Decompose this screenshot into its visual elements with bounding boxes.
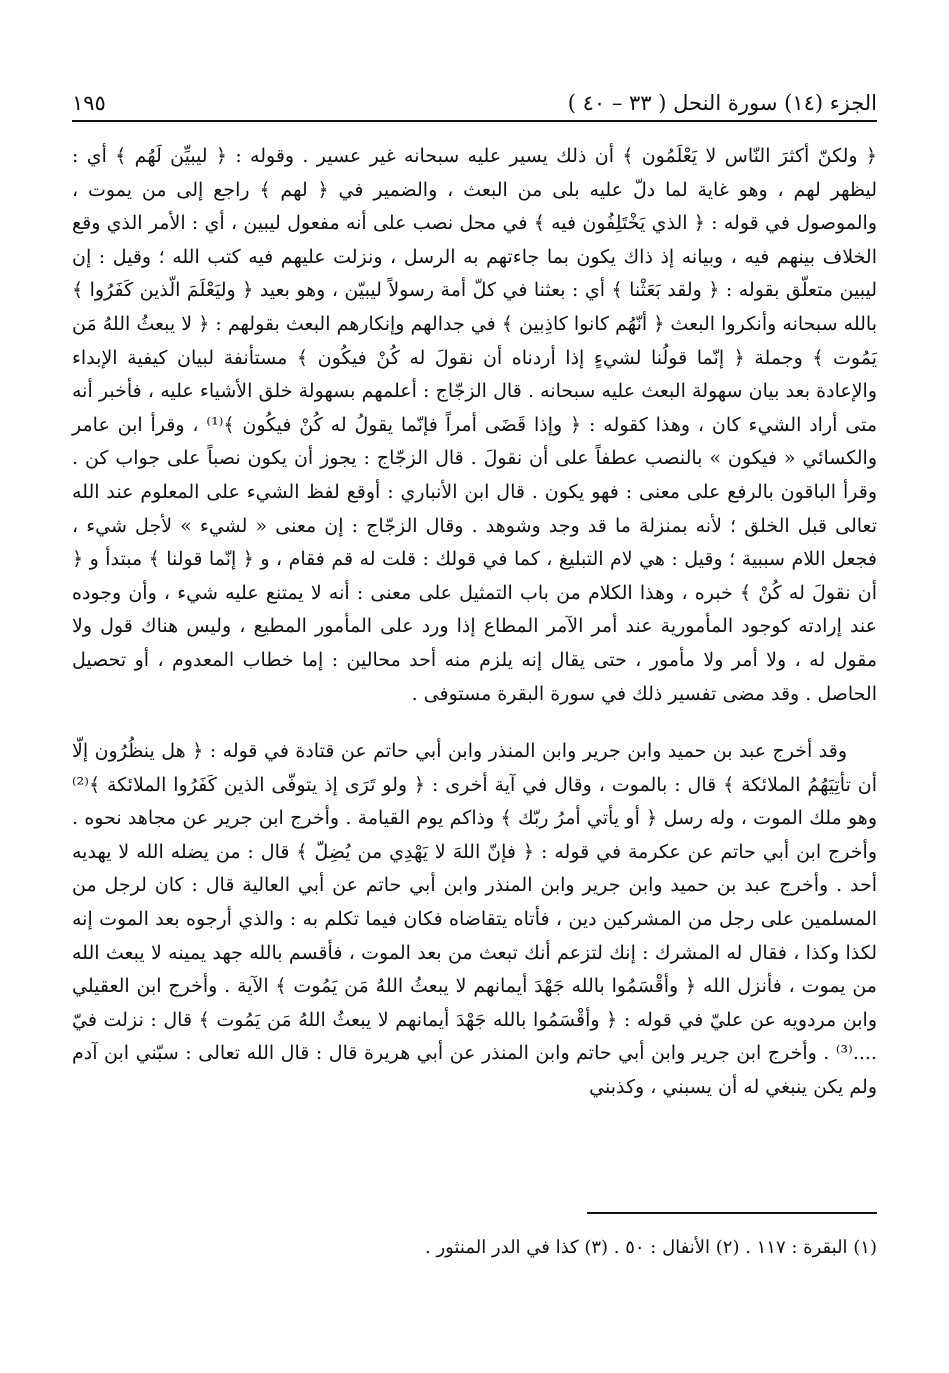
page-number: ١٩٥: [72, 91, 106, 115]
header-rule: [72, 120, 877, 122]
running-title: الجزء (١٤) سورة النحل ( ٣٣ – ٤٠ ): [567, 91, 877, 115]
page-header: [72, 88, 877, 118]
footnotes: (١) البقرة : ١١٧ . (٢) الأنفال : ٥٠ . (٣) كذا في الدر المنثور .: [425, 1237, 877, 1258]
paragraph-narrations: وقد أخرج عبد بن حميد وابن جرير وابن المنذر وابن أبي حاتم عن قتادة في قوله : ﴿ هل ينظُرُون إلّا أن تأتِيَهُمُ الملائكة ﴾ قال : بالموت ، وقال في آية أخرى : ﴿ ولو تَرَى إذ يتوفّى الذين كَفَرُوا الملائكة ﴾⁽²⁾ وهو ملك الموت ، وله رسل ﴿ أو يأتي أمرُ ربّك ﴾ وذاكم يوم القيامة . وأخرج ابن جرير عن مجاهد نحوه . وأخرج ابن أبي حاتم عن عكرمة في قوله : ﴿ فإنّ اللهَ لا يَهْدِي من يُضِلّ ﴾ قال : من يضله الله لا يهديه أحد . وأخرج عبد بن حميد وابن جرير وابن المنذر وابن أبي حاتم عن أبي العالية قال : كان لرجل من المسلمين على رجل من المشركين دين ، فأتاه يتقاضاه فكان فيما تكلم به : والذي أرجوه بعد الموت إنه لكذا وكذا ، فقال له المشرك : إنك لتزعم أنك تبعث من بعد الموت ، فأقسم بالله جهد يمينه لا يبعث الله من يموت ، فأنزل الله ﴿ وأقْسَمُوا بالله جَهْدَ أيمانهم لا يبعثُ اللهُ مَن يَمُوت ﴾ الآية . وأخرج ابن العقيلي وابن مردويه عن عليّ في قوله : ﴿ وأقْسَمُوا بالله جَهْدَ أيمانهم لا يبعثُ اللهُ مَن يَمُوت ﴾ قال : نزلت فيّ ....⁽³⁾ . وأخرج ابن جرير وابن أبي حاتم وابن المنذر عن أبي هريرة قال : قال الله تعالى : سبّني ابن آدم ولم يكن ينبغي له أن يسبني ، وكذبني: [72, 740, 877, 1099]
paragraph-commentary: ﴿ ولكنّ أكثرَ النّاس لا يَعْلَمُون ﴾ أن ذلك يسير عليه سبحانه غير عسير . وقوله : ﴿ ليبيِّن لَهُم ﴾ أي : ليظهر لهم ، وهو غاية لما دلّ عليه بلى من البعث ، والضمير في ﴿ لهم ﴾ راجع إلى من يموت ، والموصول في قوله : ﴿ الذي يَخْتَلِفُون فيه ﴾ في محل نصب على أنه مفعول ليبين ، أي : الأمر الذي وقع الخلاف بينهم فيه ، وبيانه إذ ذاك يكون بما جاءتهم به الرسل ، ونزلت عليهم فيه كتب الله ؛ وقيل : إن ليبين متعلّق بقوله : ﴿ ولقد بَعَثْنا ﴾ أي : بعثنا في كلّ أمة رسولاً ليبيّن ، وهو بعيد ﴿ وليَعْلَمَ الّذين كَفَرُوا ﴾ بالله سبحانه وأنكروا البعث ﴿ أنّهُم كانوا كاذِبين ﴾ في جدالهم وإنكارهم البعث بقولهم : ﴿ لا يبعثُ اللهُ مَن يَمُوت ﴾ وجملة ﴿ إنّما قولُنا لشيءٍ إذا أردناه أن نقولَ له كُنْ فيكُون ﴾ مستأنفة لبيان كيفية الإبداء والإعادة بعد بيان سهولة البعث عليه سبحانه . قال الزجّاج : أعلمهم بسهولة خلق الأشياء عليه ، فأخبر أنه متى أراد الشيء كان ، وهذا كقوله : ﴿ وإذا قَضَى أمراً فإنّما يقولُ له كُنْ فيكُون ﴾⁽¹⁾ ، وقرأ ابن عامر والكسائي « فيكون » بالنصب عطفاً على أن نقولَ . قال الزجّاج : يجوز أن يكون نصباً على جواب كن . وقرأ الباقون بالرفع على معنى : فهو يكون . قال ابن الأنباري : أوقع لفظ الشيء على المعلوم عند الله تعالى قبل الخلق ؛ لأنه بمنزلة ما قد وجد وشوهد . وقال الزجّاج : إن معنى « لشيء » لأجل شيء ، فجعل اللام سببية ؛ وقيل : هي لام التبليغ ، كما في قولك : قلت له قم فقام ، و ﴿ إنّما قولنا ﴾ مبتدأ و ﴿ أن نقولَ له كُنْ ﴾ خبره ، وهذا الكلام من باب التمثيل على معنى : أنه لا يمتنع عليه شيء ، وأن وجوده عند إرادته كوجود المأمورية عند أمر الآمر المطاع إذا ورد على المأمور المطيع ، وليس هناك قول ولا مقول له ، ولا أمر ولا مأمور ، حتى يقال إنه يلزم منه أحد محالين : إما خطاب المعدوم ، أو تحصيل الحاصل . وقد مضى تفسير ذلك في سورة البقرة مستوفى .: [72, 145, 878, 705]
footnote-rule: [587, 1212, 877, 1214]
paragraph-gap: [72, 711, 877, 735]
body-text: [72, 140, 877, 1105]
